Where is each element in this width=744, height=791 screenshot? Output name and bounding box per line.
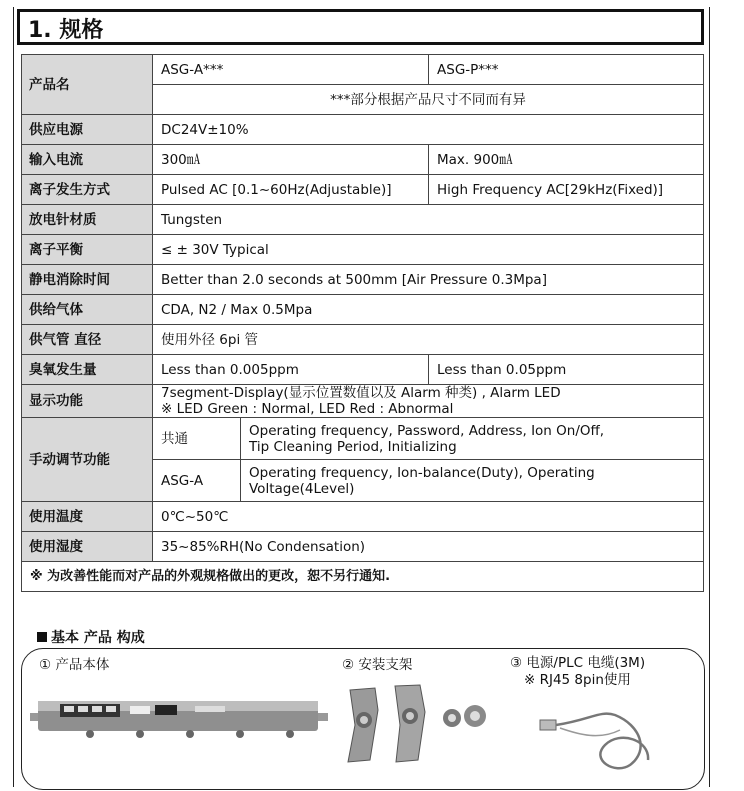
manual-common-line-2: Tip Cleaning Period, Initializing [249, 438, 457, 455]
section-title-box [17, 9, 704, 45]
row-footnote [22, 562, 704, 592]
row-gas-tube [22, 325, 704, 355]
value-product-p: ASG-P*** [429, 55, 704, 85]
row-product-name [22, 55, 704, 85]
row-display [22, 385, 704, 418]
manual-asga-line-2: Voltage(4Level) [249, 480, 355, 497]
label-needle-material: 放电针材质 [22, 205, 153, 235]
value-ion-balance: ≤ ± 30V Typical [153, 235, 704, 265]
label-input-current: 输入电流 [22, 145, 153, 175]
manual-common-line-1: Operating frequency, Password, Address, Ion On/Off, [249, 422, 605, 439]
row-ion-method [22, 175, 704, 205]
row-supply-gas [22, 295, 704, 325]
label-gas-tube: 供气管 直径 [22, 325, 153, 355]
row-ion-balance [22, 235, 704, 265]
row-decay-time [22, 265, 704, 295]
row-needle-material [22, 205, 704, 235]
value-ozone-p: Less than 0.05ppm [429, 355, 704, 385]
value-input-current-a: 300㎃ [153, 145, 429, 175]
value-ozone-a: Less than 0.005ppm [153, 355, 429, 385]
display-line-1: 7segment-Display(显示位置数值以及 Alarm 种类) , Alarm LED [161, 385, 561, 401]
label-decay-time: 静电消除时间 [22, 265, 153, 295]
value-ion-method-p: High Frequency AC[29kHz(Fixed)] [429, 175, 704, 205]
value-ion-method-a: Pulsed AC [0.1~60Hz(Adjustable)] [153, 175, 429, 205]
label-display: 显示功能 [22, 385, 153, 418]
mounting-bracket-image [340, 680, 500, 775]
label-power-supply: 供应电源 [22, 115, 153, 145]
value-manual-asga [241, 460, 704, 502]
row-op-humidity [22, 532, 704, 562]
label-manual: 手动调节功能 [22, 418, 153, 502]
product-size-note: ***部分根据产品尺寸不同而有异 [153, 85, 704, 115]
row-input-current [22, 145, 704, 175]
value-op-temp: 0℃~50℃ [153, 502, 704, 532]
value-op-humidity: 35~85%RH(No Condensation) [153, 532, 704, 562]
row-ozone [22, 355, 704, 385]
label-ion-balance: 离子平衡 [22, 235, 153, 265]
value-display [153, 385, 704, 418]
spec-footnote: ※ 为改善性能而对产品的外观规格做出的更改，恕不另行通知. [22, 562, 704, 592]
row-manual-common [22, 418, 704, 460]
component-3-label [510, 655, 645, 689]
spec-table [21, 54, 704, 592]
row-op-temp [22, 502, 704, 532]
ionizer-bar-image [30, 694, 330, 744]
manual-asga-line-1: Operating frequency, Ion-balance(Duty), Operating [249, 464, 595, 481]
section-title: 1. 规格 [28, 18, 104, 43]
value-decay-time: Better than 2.0 seconds at 500mm [Air Pressure 0.3Mpa] [153, 265, 704, 295]
row-power-supply [22, 115, 704, 145]
label-supply-gas: 供给气体 [22, 295, 153, 325]
label-op-temp: 使用温度 [22, 502, 153, 532]
components-heading [37, 627, 145, 647]
value-power-supply: DC24V±10% [153, 115, 704, 145]
label-manual-common: 共通 [153, 418, 241, 460]
value-product-a: ASG-A*** [153, 55, 429, 85]
value-gas-tube: 使用外径 6pi 管 [153, 325, 704, 355]
label-ozone: 臭氧发生量 [22, 355, 153, 385]
component-2-label: ② 安装支架 [342, 657, 413, 673]
component-3-line-1: ③ 电源/PLC 电缆(3M) [510, 655, 646, 671]
label-ion-method: 离子发生方式 [22, 175, 153, 205]
value-manual-common [241, 418, 704, 460]
value-supply-gas: CDA, N2 / Max 0.5Mpa [153, 295, 704, 325]
label-product-name: 产品名 [22, 55, 153, 115]
label-op-humidity: 使用湿度 [22, 532, 153, 562]
power-cable-image [530, 690, 670, 780]
component-1-label: ① 产品本体 [39, 657, 110, 673]
value-needle-material: Tungsten [153, 205, 704, 235]
components-heading-text: 基本 产品 构成 [51, 630, 145, 646]
square-bullet-icon [37, 632, 47, 642]
value-input-current-p: Max. 900㎃ [429, 145, 704, 175]
label-manual-asga: ASG-A [153, 460, 241, 502]
component-3-line-2: ※ RJ45 8pin使用 [524, 672, 631, 688]
display-line-2: ※ LED Green : Normal, LED Red : Abnormal [161, 401, 454, 417]
